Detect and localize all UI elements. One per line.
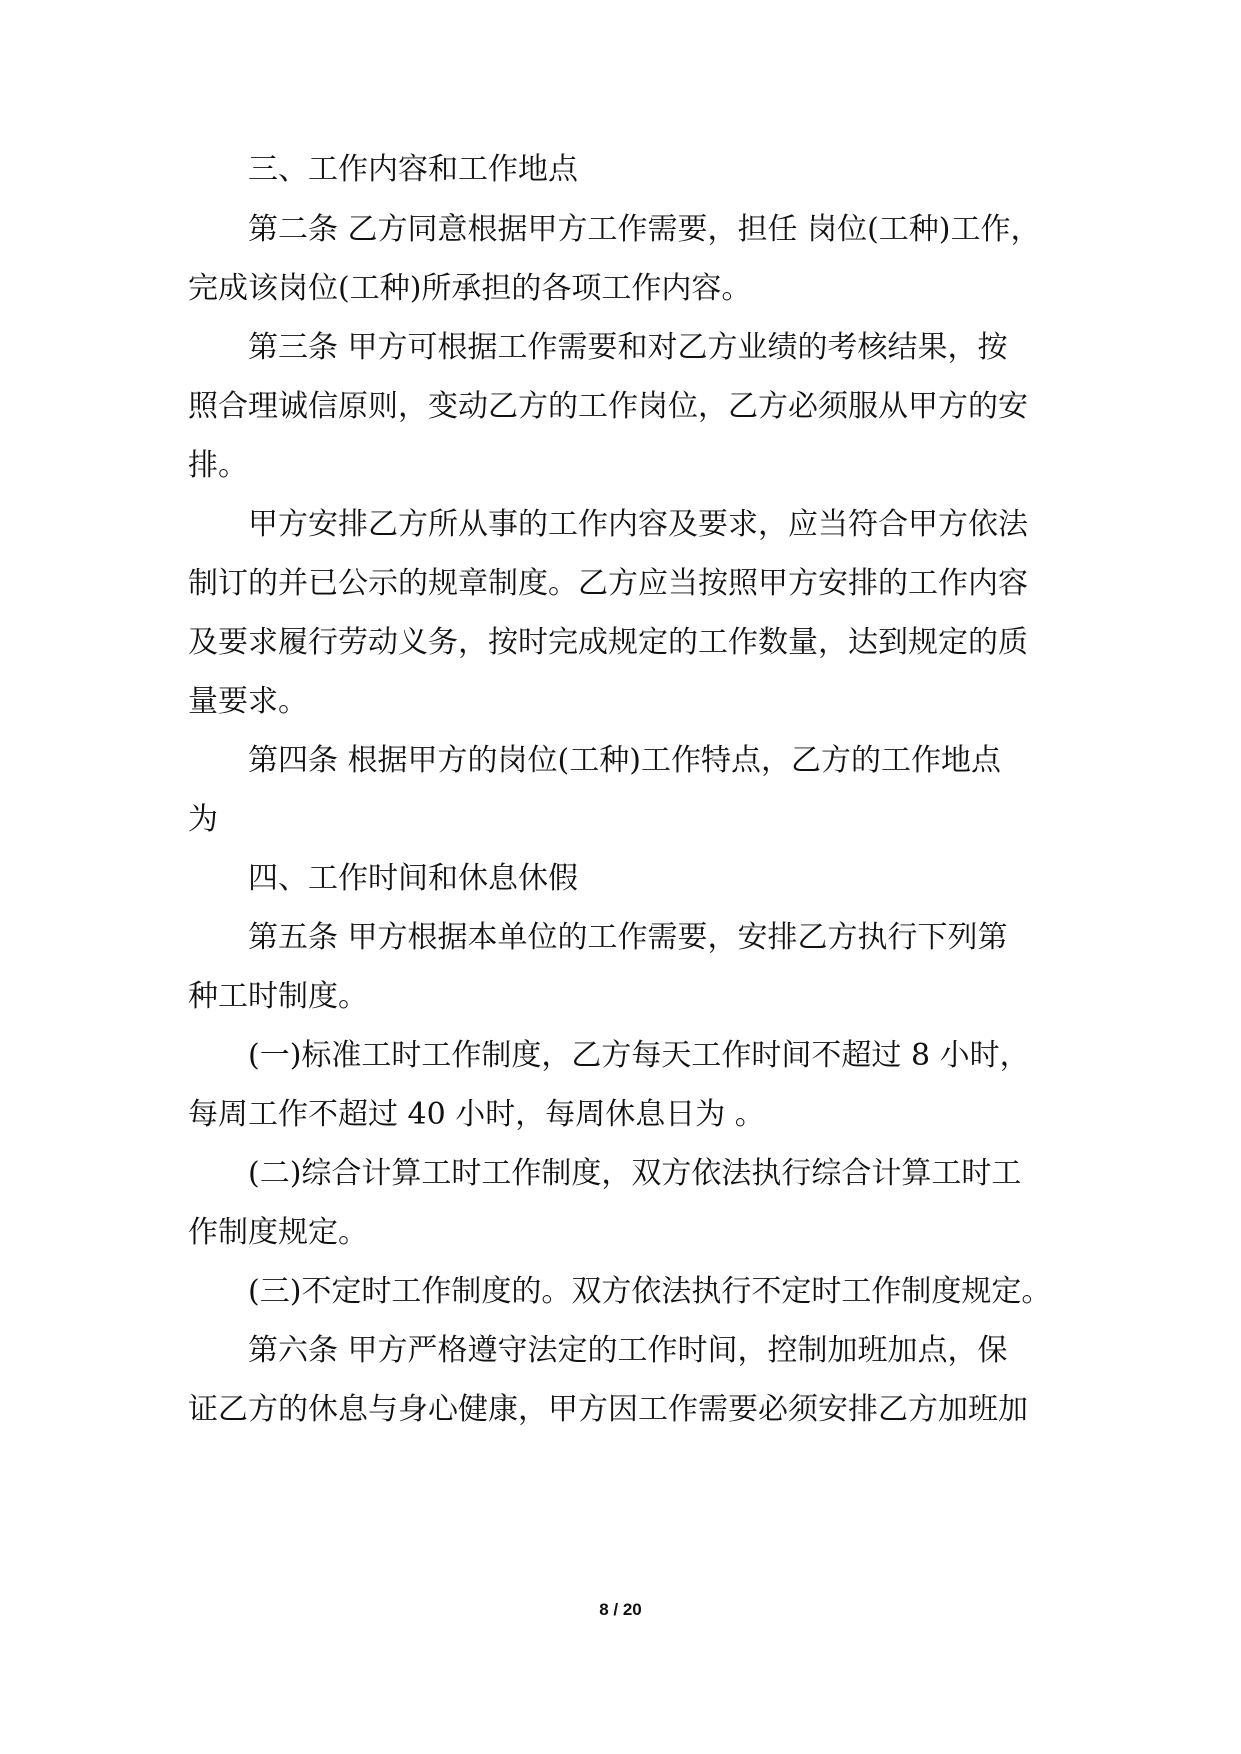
paragraph-line: 第四条 根据甲方的岗位(工种)工作特点，乙方的工作地点	[248, 743, 1001, 778]
paragraph-line: 第二条 乙方同意根据甲方工作需要，担任 岗位(工种)工作，	[248, 212, 1041, 247]
paragraph-line: 照合理诚信原则，变动乙方的工作岗位，乙方必须服从甲方的安	[188, 389, 1028, 424]
section-heading: 三、工作内容和工作地点	[248, 152, 578, 187]
paragraph-line: 甲方安排乙方所从事的工作内容及要求，应当符合甲方依法	[248, 507, 1028, 542]
paragraph-line: 量要求。	[188, 684, 308, 719]
paragraph-line: 第三条 甲方可根据工作需要和对乙方业绩的考核结果，按	[248, 330, 1008, 365]
paragraph-line: 及要求履行劳动义务，按时完成规定的工作数量，达到规定的质	[188, 625, 1028, 660]
paragraph-line: 排。	[188, 448, 248, 483]
paragraph-line: 种工时制度。	[188, 979, 368, 1014]
paragraph-line: 为	[188, 802, 218, 837]
paragraph-line: 每周工作不超过 40 小时，每周休息日为 。	[188, 1097, 765, 1132]
paragraph-line: 制订的并已公示的规章制度。乙方应当按照甲方安排的工作内容	[188, 566, 1028, 601]
page-number: 8 / 20	[599, 1600, 642, 1619]
paragraph-line: 第五条 甲方根据本单位的工作需要，安排乙方执行下列第	[248, 920, 1008, 955]
paragraph-line: (三)不定时工作制度的。双方依法执行不定时工作制度规定。	[248, 1274, 1052, 1309]
paragraph-line: 第六条 甲方严格遵守法定的工作时间，控制加班加点，保	[248, 1333, 1008, 1368]
paragraph-line: (一)标准工时工作制度，乙方每天工作时间不超过 8 小时，	[248, 1038, 1030, 1073]
section-heading: 四、工作时间和休息休假	[248, 861, 578, 896]
paragraph-line: 证乙方的休息与身心健康，甲方因工作需要必须安排乙方加班加	[188, 1392, 1028, 1427]
paragraph-line: 作制度规定。	[188, 1215, 368, 1250]
paragraph-line: 完成该岗位(工种)所承担的各项工作内容。	[188, 271, 752, 306]
paragraph-line: (二)综合计算工时工作制度，双方依法执行综合计算工时工	[248, 1156, 1022, 1191]
